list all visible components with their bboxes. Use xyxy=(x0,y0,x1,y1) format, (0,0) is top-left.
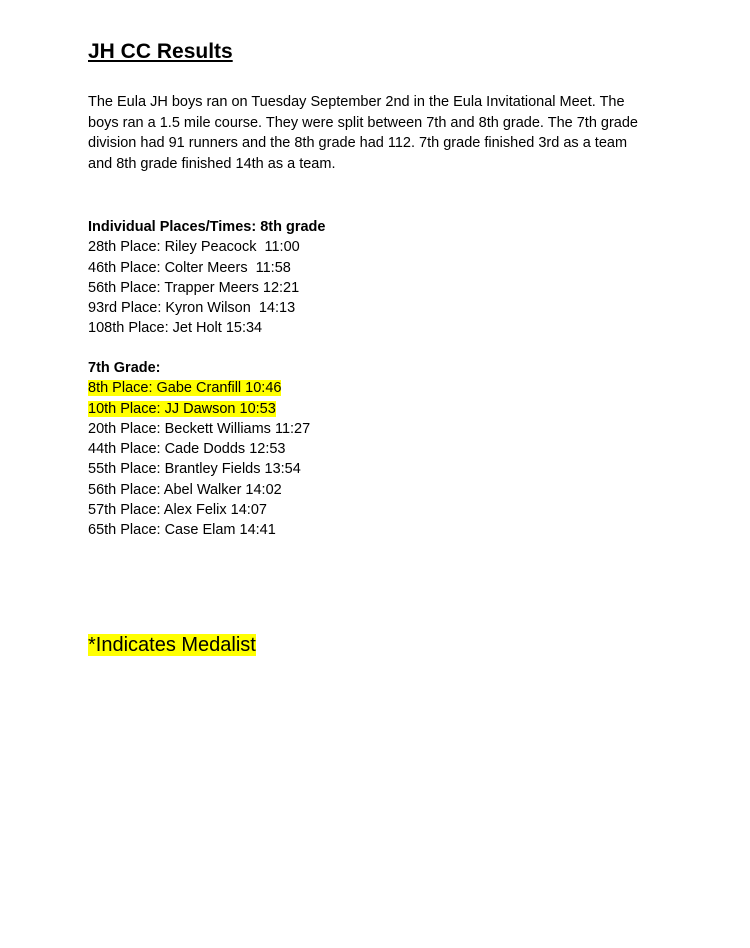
result-line: 28th Place: Riley Peacock 11:00 xyxy=(88,239,300,256)
seventh-grade-heading: 7th Grade: xyxy=(88,360,161,376)
result-line: 46th Place: Colter Meers 11:58 xyxy=(88,259,291,276)
result-line: 93rd Place: Kyron Wilson 14:13 xyxy=(88,300,296,317)
medalist-result-line: 8th Place: Gabe Cranfill 10:46 xyxy=(88,380,282,397)
result-line: 56th Place: Abel Walker 14:02 xyxy=(88,481,282,498)
result-line: 55th Place: Brantley Fields 13:54 xyxy=(88,461,301,478)
medalist-result-line: 10th Place: JJ Dawson 10:53 xyxy=(88,400,276,417)
result-line: 65th Place: Case Elam 14:41 xyxy=(88,522,276,539)
page-title: JH CC Results xyxy=(88,40,233,63)
result-line: 108th Place: Jet Holt 15:34 xyxy=(88,320,263,337)
result-line: 44th Place: Cade Dodds 12:53 xyxy=(88,441,286,458)
document-page xyxy=(88,38,688,656)
medalist-note: *Indicates Medalist xyxy=(88,634,256,656)
result-line: 57th Place: Alex Felix 14:07 xyxy=(88,502,267,519)
eighth-grade-results xyxy=(88,217,325,339)
eighth-grade-heading: Individual Places/Times: 8th grade xyxy=(88,219,326,235)
intro-paragraph: The Eula JH boys ran on Tuesday September 2nd in the Eula Invitational Meet. The boys ran a 1.5 mile course. They were split between 7th and 8th grade. The 7th grade division had 91 runners and the 8th grade had 112. 7th grade finished 3rd as a team and 8th grade finished 14th as a team. xyxy=(88,94,638,172)
result-line: 20th Place: Beckett Williams 11:27 xyxy=(88,420,311,437)
result-line: 56th Place: Trapper Meers 12:21 xyxy=(88,279,300,296)
seventh-grade-results xyxy=(88,358,310,541)
